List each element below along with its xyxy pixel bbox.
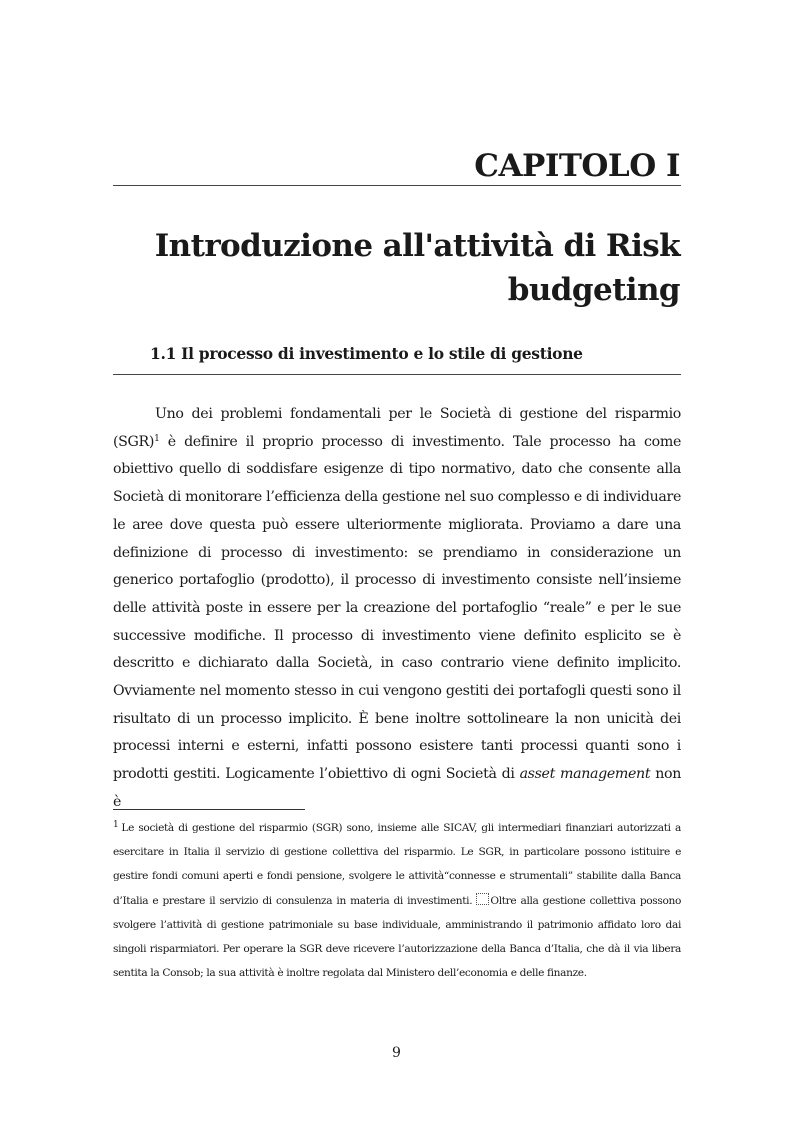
chapter-title: Introduzione all'attività di Risk budgeting <box>154 228 680 308</box>
section-heading: 1.1 Il processo di investimento e lo stile di gestione <box>150 344 583 363</box>
footnote-text-a: Le società di gestione del risparmio (SGR) sono, insieme alle SICAV, gli intermediari finanziari autorizzati a esercitare in Italia il servizio di gestione collettiva del risparmio. Le SGR, in particolare possono istituire e gestire fondi comuni aperti e fondi pensione, svolgere le attività“connesse e strumentali” stabilite dalla Banca d’Italia e prestare il servizio di consulenza in materia di investimenti. <box>113 822 681 907</box>
body-paragraph <box>113 401 681 817</box>
footnote-text-b: Oltre alla gestione collettiva possono svolgere l’attività di gestione patrimoniale su base individuale, amministrando il patrimonio affidato loro dai singoli risparmiatori. Per operare la SGR deve ricevere l’autorizzazione della Banca d’Italia, che dà il via libera sentita la Consob; la sua attività è inoltre regolata dal Ministero dell’economia e delle finanze. <box>113 894 681 980</box>
body-text-part2: è definire il proprio processo di investimento. Tale processo ha come obiettivo quello di soddisfare esigenze di tipo normativo, dato che consente alla Società di monitorare l’efficienza della gestione nel suo complesso e di individuare le aree dove questa può essere ulteriormente migliorata. Proviamo a dare una definizione di processo di investimento: se prendiamo in considerazione un generico portafoglio (prodotto), il processo di investimento consiste nell’insieme delle attività poste in essere per la creazione del portafoglio “reale” e per le sue successive modifiche. Il processo di investimento viene definito esplicito se è descritto e dichiarato dalla Società, in caso contrario viene definito implicito. Ovviamente nel momento stesso in cui vengono gestiti dei portafogli questi sono il risultato di un processo implicito. È bene inoltre sottolineare la non unicità dei processi interni e esterni, infatti possono esistere tanti processi quanti sono i prodotti gestiti. Logicamente l’obiettivo di ogni Società di <box>113 433 681 783</box>
body-text-part1: Uno dei problemi fondamentali per le Società di gestione del risparmio (SGR) <box>113 406 681 450</box>
footnote-number: 1 <box>113 820 119 830</box>
page-number: 9 <box>392 1045 401 1061</box>
footnote-divider <box>113 809 305 810</box>
section-divider <box>113 374 681 375</box>
footnote <box>113 816 681 985</box>
placeholder-glyph-icon <box>476 893 489 905</box>
body-text-part3: non è <box>113 766 681 810</box>
chapter-divider <box>113 185 681 186</box>
chapter-label: CAPITOLO I <box>474 148 680 184</box>
body-text-italic: asset management <box>519 766 651 783</box>
footnote-reference[interactable]: 1 <box>154 433 160 444</box>
